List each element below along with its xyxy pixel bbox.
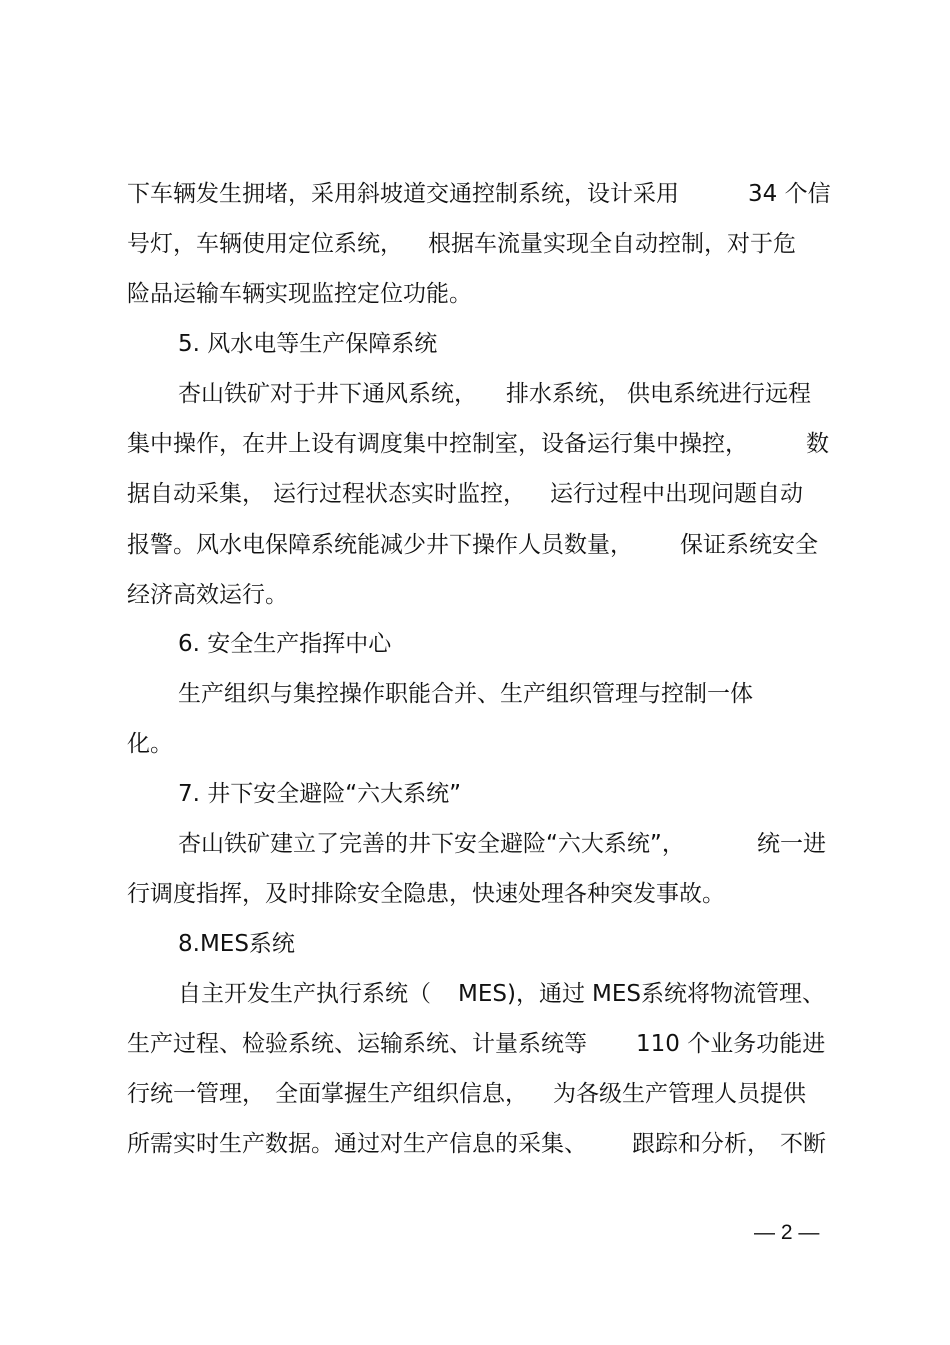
text-segment: 生产组织与集控操作职能合并、生产组织管理与控制一体 (178, 681, 753, 707)
text-segment: 险品运输车辆实现监控定位功能。 (127, 281, 472, 307)
text-line (0, 277, 950, 311)
text-line (0, 227, 950, 261)
text-segment: 报警。风水电保障系统能减少井下操作人员数量， (127, 532, 633, 558)
text-line (0, 1127, 950, 1161)
text-segment: 经济高效运行。 (127, 582, 288, 608)
text-segment: 6. 安全生产指挥中心 (178, 631, 392, 657)
text-line (0, 677, 950, 711)
text-line (0, 1027, 950, 1061)
text-segment: 杏山铁矿对于井下通风系统， (178, 381, 477, 407)
text-segment: 号灯，车辆使用定位系统， (127, 231, 403, 257)
text-segment: 所需实时生产数据。通过对生产信息的采集、 (127, 1131, 587, 1157)
text-segment: 自主开发生产执行系统（ (178, 981, 431, 1007)
text-segment: 运行过程中出现问题自动 (550, 481, 803, 507)
text-line (0, 877, 950, 911)
text-segment: 根据车流量实现全自动控制，对于危 (428, 231, 796, 257)
text-segment: MES系统将物流管理、 (592, 981, 825, 1007)
text-line (0, 977, 950, 1011)
text-line (0, 727, 950, 761)
text-segment: 34 个信 (748, 181, 831, 207)
section-heading (0, 327, 950, 361)
text-line (0, 578, 950, 612)
text-segment: 行调度指挥，及时排除安全隐患，快速处理各种突发事故。 (127, 881, 725, 907)
text-segment: 杏山铁矿建立了完善的井下安全避险“六大系统”， (178, 831, 685, 857)
text-segment: 统一进 (757, 831, 826, 857)
text-segment: 不断 (780, 1131, 826, 1157)
text-segment: 化。 (127, 731, 173, 757)
text-segment: 数 (806, 431, 829, 457)
text-line (0, 177, 950, 211)
text-segment: 排水系统， (506, 381, 621, 407)
text-segment: 行统一管理， (127, 1081, 265, 1107)
text-segment: 下车辆发生拥堵，采用斜坡道交通控制系统，设计采用 (127, 181, 679, 207)
text-line (0, 1077, 950, 1111)
text-segment: 运行过程状态实时监控， (273, 481, 526, 507)
text-line (0, 427, 950, 461)
text-segment: MES)，通过 (458, 981, 585, 1007)
text-line (0, 528, 950, 562)
text-line (0, 477, 950, 511)
section-heading (0, 777, 950, 811)
text-segment: 7. 井下安全避险“六大系统” (178, 781, 462, 807)
text-segment: 生产过程、检验系统、运输系统、计量系统等 (127, 1031, 587, 1057)
text-segment: 110 个业务功能进 (636, 1031, 826, 1057)
section-heading (0, 627, 950, 661)
section-heading (0, 927, 950, 961)
text-segment: 为各级生产管理人员提供 (553, 1081, 806, 1107)
text-segment: 8.MES系统 (178, 931, 295, 957)
text-segment: 全面掌握生产组织信息， (275, 1081, 528, 1107)
text-line (0, 827, 950, 861)
page-number: — 2 — (754, 1221, 820, 1244)
text-segment: 供电系统进行远程 (627, 381, 811, 407)
text-segment: 保证系统安全 (680, 532, 818, 558)
text-segment: 5. 风水电等生产保障系统 (178, 331, 438, 357)
text-line (0, 377, 950, 411)
text-segment: 集中操作，在井上设有调度集中控制室，设备运行集中操控， (127, 431, 748, 457)
text-segment: 跟踪和分析， (632, 1131, 770, 1157)
text-segment: 据自动采集， (127, 481, 265, 507)
